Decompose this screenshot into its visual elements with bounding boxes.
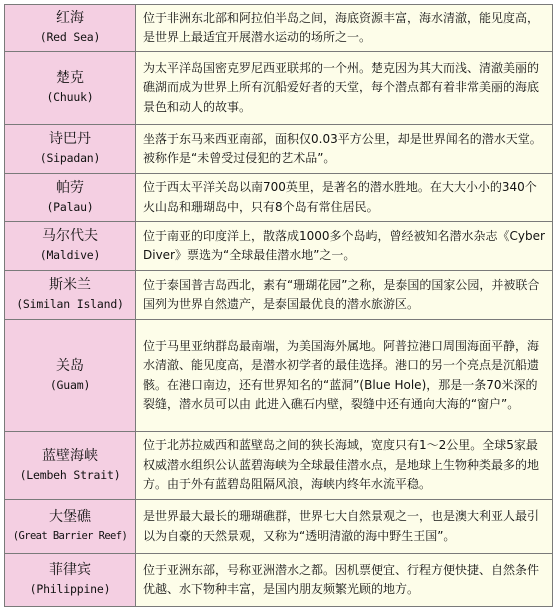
site-name-en: (Sipadan): [39, 151, 101, 165]
site-name-en: (Lembeh Strait): [19, 467, 121, 482]
site-name-cell: [5, 5, 136, 52]
site-description: 位于北苏拉威西和蓝壁岛之间的狭长海域，宽度只有1～2公里。全球5家最权威潜水组织公认蓝碧海峡为全球最佳潜水点，是地球上生物种类最多的地方。由于外有蓝碧岛阻隔风浪，海峡内终年水流平稳。: [136, 432, 553, 500]
site-description: 位于马里亚纳群岛最南端，为美国海外属地。阿普拉港口周围海面平静，海水清澈、能见度高，是潜水初学者的最佳选择。港口的另一个亮点是沉船遗骸。在港口南边，还有世界知名的“蓝洞”(Blue Hole)，那是一条70米深的裂缝，潜水员可以由 此进入礁石内壁，裂缝中还有通向大海的“窗户”。: [136, 320, 553, 432]
site-name-zh: 马尔代夫: [42, 228, 98, 244]
site-name-en: (Maldive): [39, 248, 101, 262]
site-name-cell: [5, 174, 136, 222]
site-name-zh: 大堡礁: [49, 508, 91, 525]
site-name-zh: 楚克: [56, 70, 84, 86]
dive-sites-table: [4, 4, 553, 607]
site-description: 位于泰国普吉岛西北，素有“珊瑚花园”之称，是泰国的国家公园，并被联合国列为世界自然遗产，是泰国最优良的潜水旅游区。: [136, 271, 553, 320]
site-description: 位于南亚的印度洋上，散落成1000多个岛屿，曾经被知名潜水杂志《Cyber Diver》票选为“全球最佳潜水地”之一。: [136, 222, 553, 271]
site-name-en: (Great Barrier Reef): [12, 529, 128, 542]
site-name-zh: 诗巴丹: [49, 131, 91, 147]
site-description: 是世界最大最长的珊瑚礁群，世界七大自然景观之一，也是澳大利亚人最引以为自豪的天然景观，又称为“透明清澈的海中野生王国”。: [136, 500, 553, 554]
site-name-en: (Palau): [46, 199, 94, 214]
table-row: [5, 271, 553, 320]
table-row: [5, 174, 553, 222]
site-name-en: (Similan Island): [16, 297, 124, 311]
table-row: [5, 500, 553, 554]
table-row: [5, 320, 553, 432]
site-name-cell: [5, 271, 136, 320]
table-row: [5, 554, 553, 607]
site-name-zh: 帕劳: [56, 179, 84, 196]
site-name-zh: 斯米兰: [49, 277, 91, 293]
site-name-cell: [5, 432, 136, 500]
table-row: [5, 52, 553, 125]
site-description: 坐落于东马来西亚南部，面积仅0.03平方公里，却是世界闻名的潜水天堂。被称作是“未曾受过侵犯的艺术品”。: [136, 125, 553, 174]
site-description: 为太平洋岛国密克罗尼西亚联邦的一个州。楚克因为其大而浅、清澈美丽的礁湖而成为世界上所有沉船爱好者的天堂，每个潜点都有着非常美丽的海底景色和动人的故事。: [136, 52, 553, 125]
table-row: [5, 222, 553, 271]
site-name-cell: [5, 52, 136, 125]
table-row: [5, 5, 553, 52]
site-name-en: (Red Sea): [39, 30, 101, 44]
site-description: 位于非洲东北部和阿拉伯半岛之间，海底资源丰富，海水清澈，能见度高，是世界上最适宜开展潜水运动的场所之一。: [136, 5, 553, 52]
site-name-en: (Philippine): [29, 582, 111, 596]
site-name-cell: [5, 554, 136, 607]
site-name-cell: [5, 222, 136, 271]
site-name-cell: [5, 500, 136, 554]
site-name-en: (Guam): [49, 377, 91, 392]
site-name-zh: 红海: [56, 10, 84, 26]
table-row: [5, 432, 553, 500]
site-description: 位于西太平洋关岛以南700英里，是著名的潜水胜地。在大大小小的340个火山岛和珊瑚岛中，只有8个岛有常住居民。: [136, 174, 553, 222]
site-name-zh: 关岛: [56, 357, 84, 374]
site-name-cell: [5, 125, 136, 174]
site-name-zh: 蓝壁海峡: [42, 447, 98, 464]
table-row: [5, 125, 553, 174]
site-description: 位于亚洲东部，号称亚洲潜水之都。因机票便宜、行程方便快捷、自然条件优越、水下物种丰富，是国内朋友频繁光顾的地方。: [136, 554, 553, 607]
site-name-en: (Chuuk): [46, 90, 94, 104]
site-name-zh: 菲律宾: [49, 562, 91, 578]
site-name-cell: [5, 320, 136, 432]
